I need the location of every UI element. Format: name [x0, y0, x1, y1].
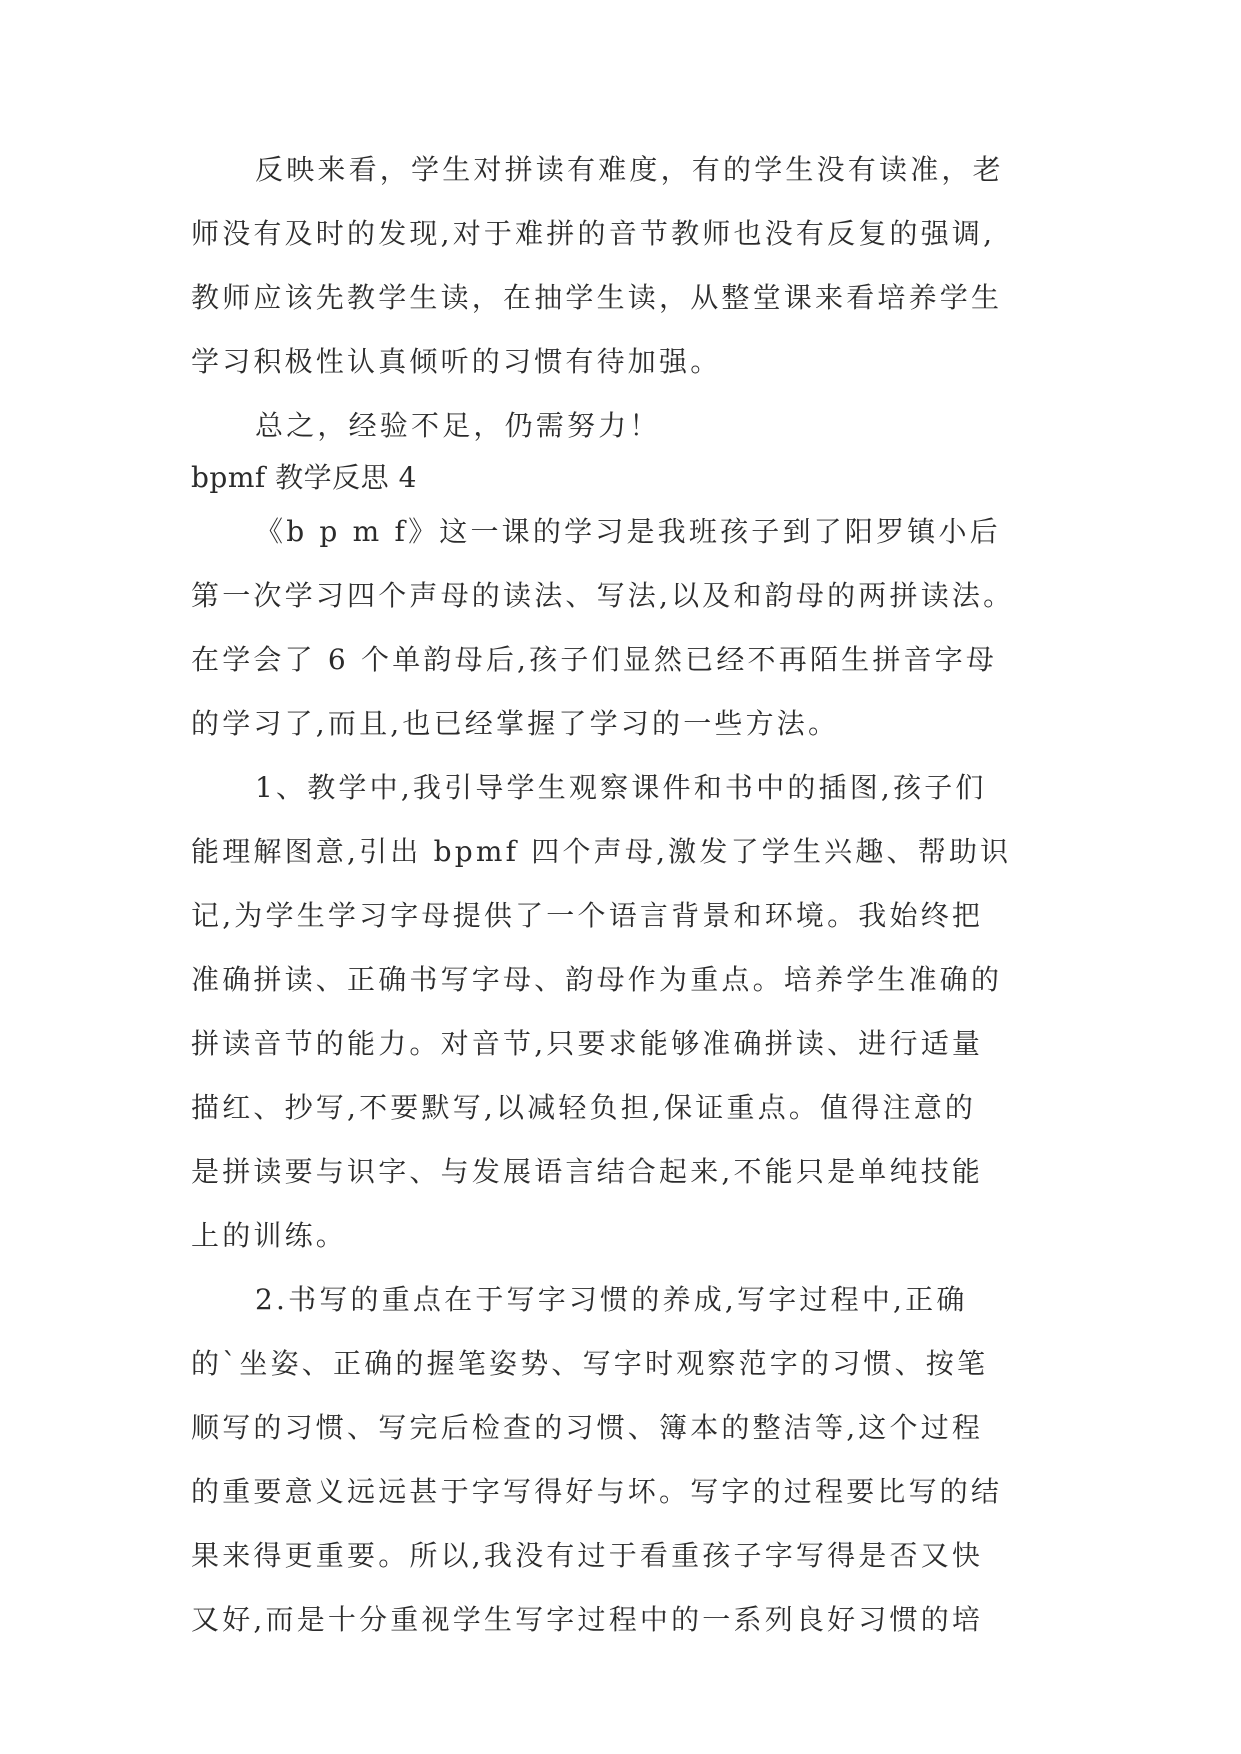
- text-line: 又好,而是十分重视学生写字过程中的一系列良好习惯的培: [191, 1603, 984, 1636]
- text-line: 总之，经验不足，仍需努力！: [255, 409, 661, 442]
- text-line: 拼读音节的能力。对音节,只要求能够准确拼读、进行适量: [191, 1027, 984, 1060]
- text-line: 《b p m f》这一课的学习是我班孩子到了阳罗镇小后: [255, 515, 1001, 548]
- text-line: 的学习了,而且,也已经掌握了学习的一些方法。: [191, 707, 840, 740]
- text-line: 师没有及时的发现,对于难拼的音节教师也没有反复的强调,: [191, 217, 996, 250]
- text-line: 1、教学中,我引导学生观察课件和书中的插图,孩子们: [255, 771, 987, 804]
- text-line: 第一次学习四个声母的读法、写法,以及和韵母的两拼读法。: [191, 579, 1015, 612]
- text-line: 的`坐姿、正确的握笔姿势、写字时观察范字的习惯、按笔: [191, 1347, 989, 1380]
- text-line: 学习积极性认真倾听的习惯有待加强。: [191, 345, 722, 378]
- text-line: 上的训练。: [191, 1219, 348, 1252]
- text-line: 2.书写的重点在于写字习惯的养成,写字过程中,正确: [255, 1283, 968, 1316]
- text-line: 顺写的习惯、写完后检查的习惯、簿本的整洁等,这个过程: [191, 1411, 984, 1444]
- text-line: 准确拼读、正确书写字母、韵母作为重点。培养学生准确的: [191, 963, 1003, 996]
- text-line: 能理解图意,引出 bpmf 四个声母,激发了学生兴趣、帮助识: [191, 835, 1012, 868]
- text-line: 反映来看，学生对拼读有难度，有的学生没有读准，老: [255, 153, 1004, 186]
- text-line: 记,为学生学习字母提供了一个语言背景和环境。我始终把: [191, 899, 984, 932]
- section-heading: bpmf 教学反思 4: [191, 461, 417, 494]
- text-line: 果来得更重要。所以,我没有过于看重孩子字写得是否又快: [191, 1539, 984, 1572]
- text-line: 的重要意义远远甚于字写得好与坏。写字的过程要比写的结: [191, 1475, 1003, 1508]
- text-line: 是拼读要与识字、与发展语言结合起来,不能只是单纯技能: [191, 1155, 984, 1188]
- text-line: 在学会了 6 个单韵母后,孩子们显然已经不再陌生拼音字母: [191, 643, 998, 676]
- text-line: 教师应该先教学生读，在抽学生读，从整堂课来看培养学生: [191, 281, 1003, 314]
- text-line: 描红、抄写,不要默写,以减轻负担,保证重点。值得注意的: [191, 1091, 977, 1124]
